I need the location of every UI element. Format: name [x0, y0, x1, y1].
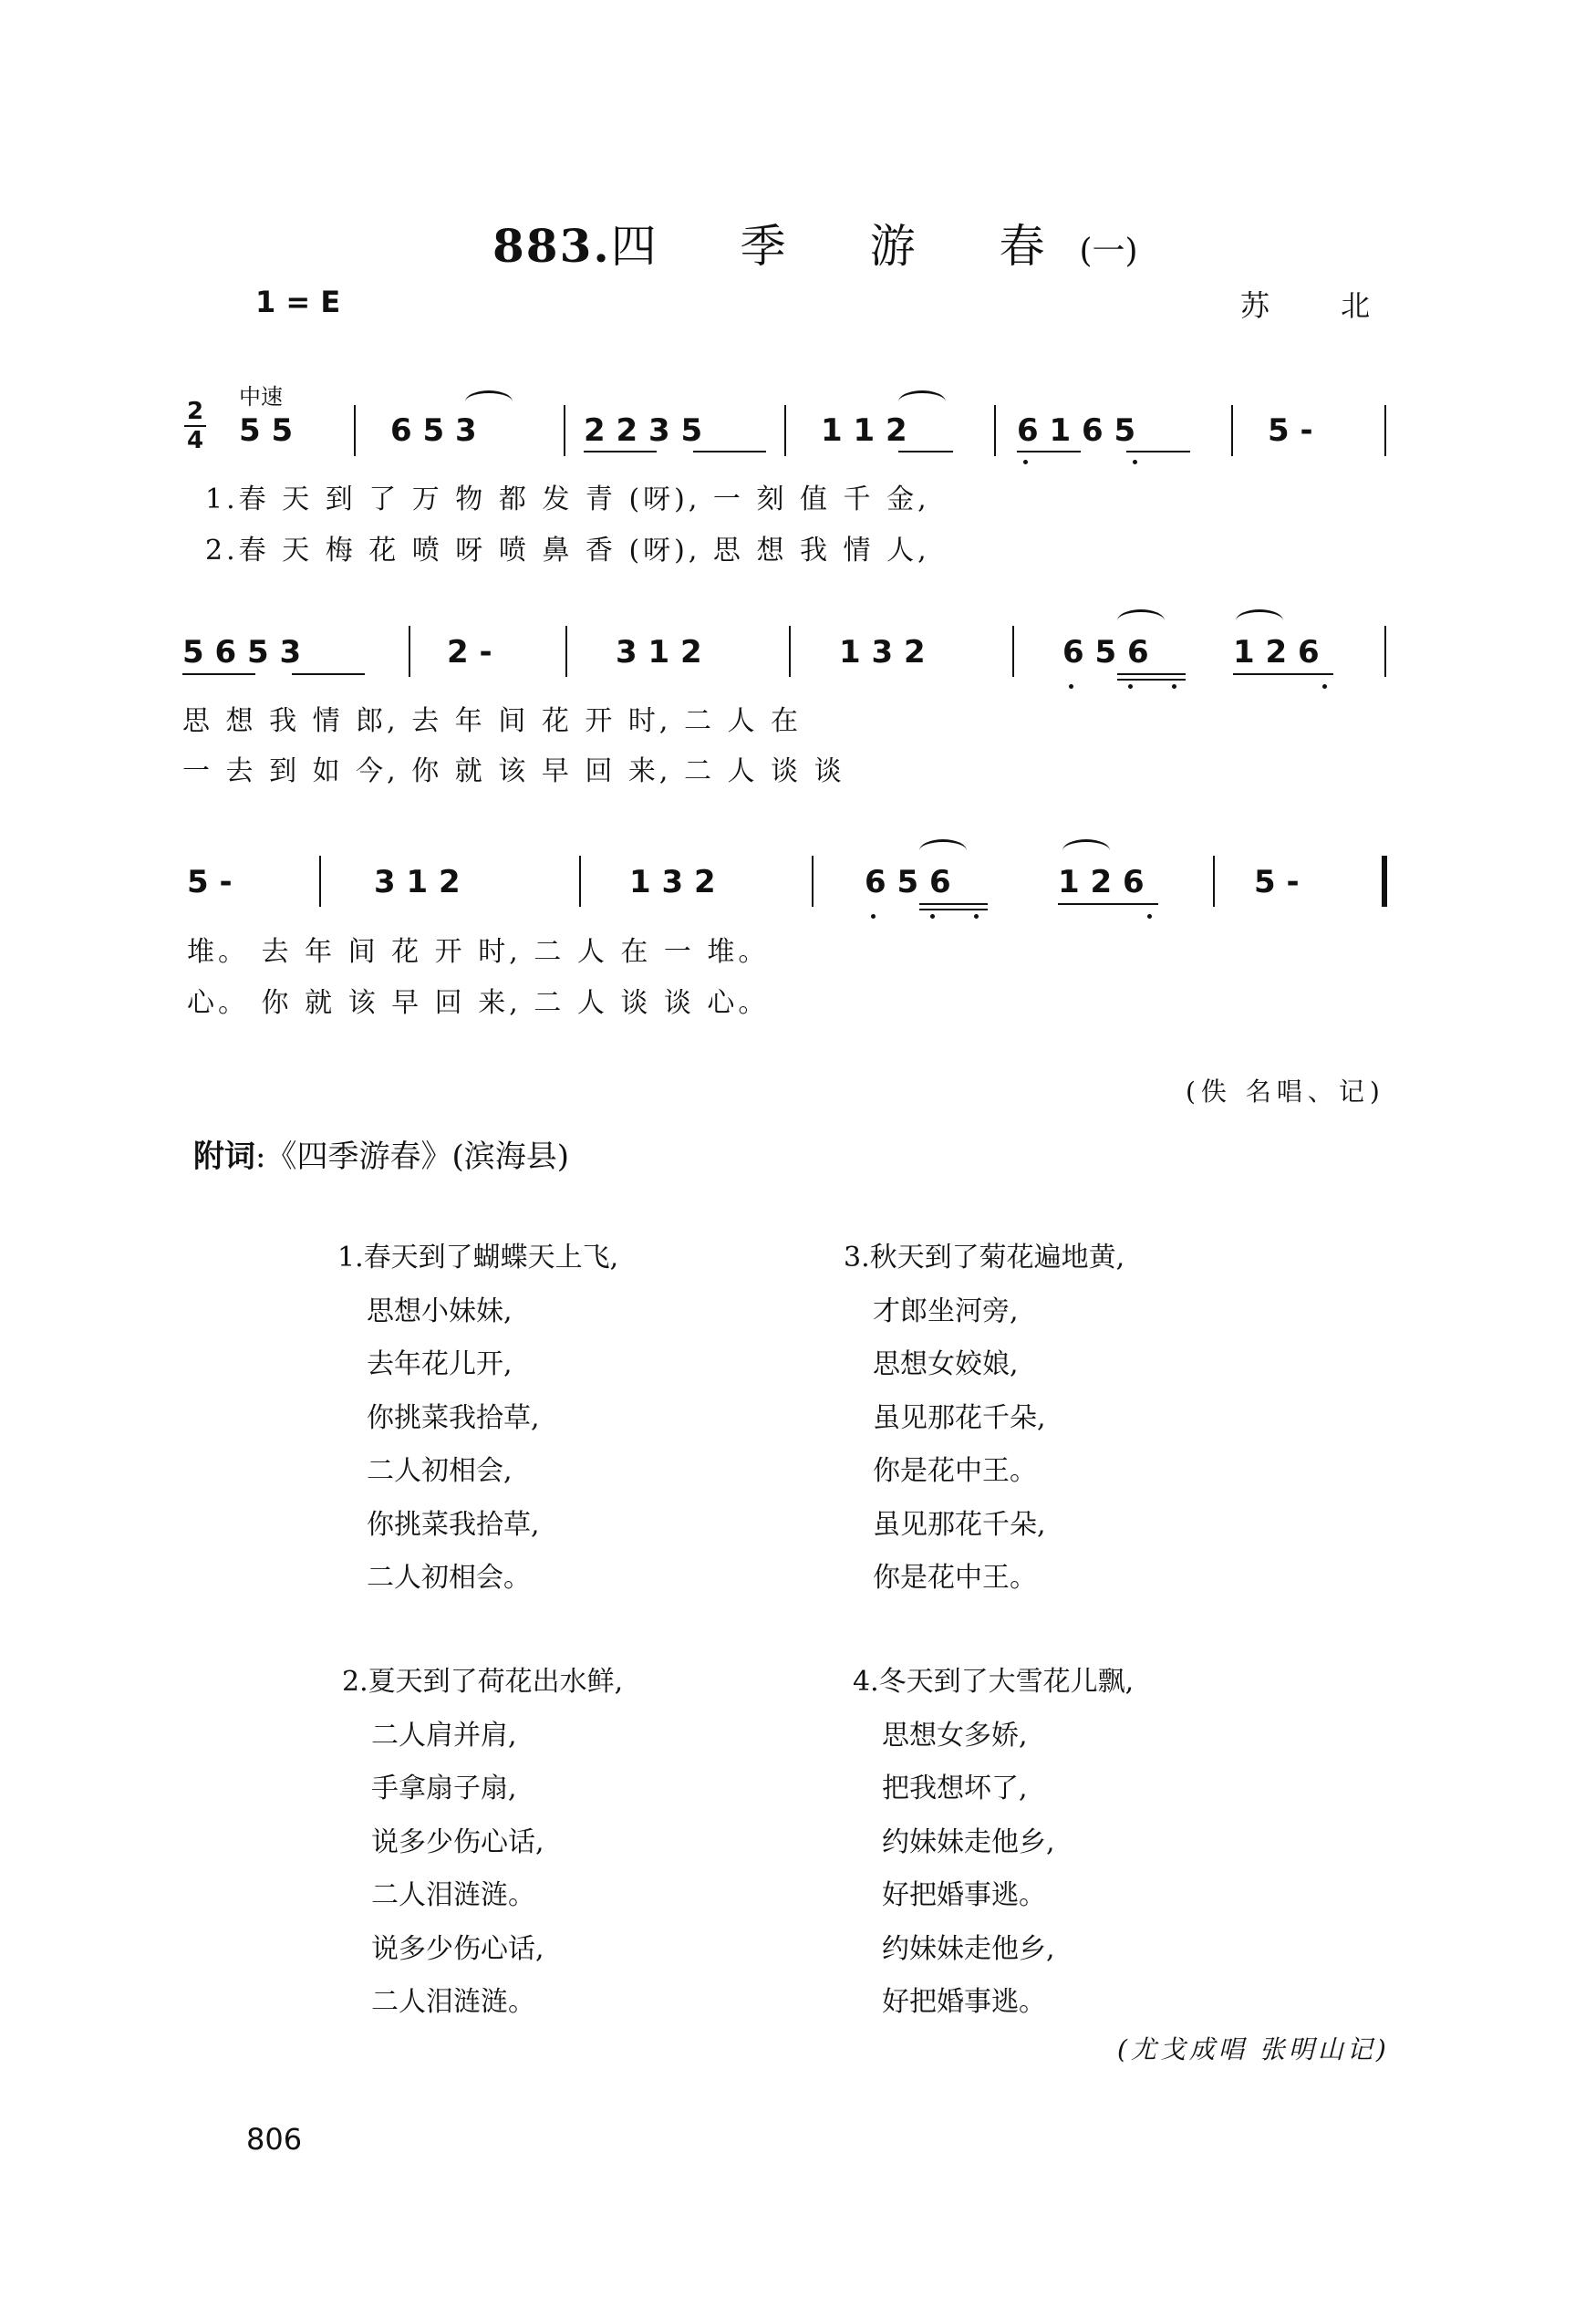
measure-1-4: 1 1 2 — [821, 412, 907, 449]
lyrics-line-1-verse-2: 2.春 天 梅 花 喷 呀 喷 鼻 香 (呀), 思 想 我 情 人, — [205, 535, 930, 567]
measure-2-6: 1 2 6 — [1233, 634, 1320, 671]
measure-3-2: 3 1 2 — [374, 864, 461, 900]
verse-line: 虽见那花千朵, — [873, 1508, 1046, 1541]
verse-3 — [844, 1232, 1124, 1606]
lyrics-line-3-verse-2: 心。 你 就 该 早 回 来, 二 人 谈 谈 心。 — [187, 987, 770, 1019]
measure-1-2: 6 5 3 — [390, 412, 477, 449]
verse-1 — [337, 1232, 618, 1606]
measure-1-6: 5 - — [1268, 412, 1313, 449]
verse-line: 虽见那花千朵, — [873, 1401, 1046, 1434]
verse-line: 说多少伤心话, — [371, 1932, 544, 1965]
appendix-heading — [193, 1131, 569, 1176]
measure-3-6: 5 - — [1254, 864, 1300, 900]
appendix-credit: (尤戈成唱 张明山记) — [1117, 2034, 1390, 2064]
verse-line: 你是花中王。 — [873, 1562, 1037, 1594]
lyrics-line-3-verse-1: 堆。 去 年 间 花 开 时, 二 人 在 一 堆。 — [187, 936, 770, 968]
verse-line: 思想女多娇, — [882, 1719, 1028, 1752]
verse-line: 你是花中王。 — [873, 1455, 1037, 1487]
measure-1-5: 6 1 6 5 — [1017, 412, 1136, 449]
measure-2-2: 2 - — [447, 634, 492, 671]
measure-3-5: 1 2 6 — [1058, 864, 1145, 900]
measure-2-3: 3 1 2 — [616, 634, 702, 671]
verse-line: 好把婚事逃。 — [882, 1879, 1046, 1911]
measure-2-4: 1 3 2 — [839, 634, 926, 671]
verse-line: 二人初相会。 — [367, 1562, 531, 1594]
verse-line: 你挑菜我拾草, — [367, 1401, 540, 1434]
verse-line: 二人泪涟涟。 — [371, 1986, 535, 2018]
verse-line: 手拿扇子扇, — [371, 1773, 517, 1804]
measure-2-1: 5 6 5 3 — [182, 634, 302, 671]
time-signature-top: 2 — [186, 398, 204, 425]
measure-2-5: 6 5 6 — [1062, 634, 1149, 671]
lyrics-line-2-verse-1: 思 想 我 情 郎, 去 年 间 花 开 时, 二 人 在 — [182, 705, 803, 737]
verse-line: 二人泪涟涟。 — [371, 1879, 535, 1911]
verse-line: 约妹妹走他乡, — [882, 1825, 1055, 1858]
song-number: 883. — [492, 219, 611, 273]
verse-line: 约妹妹走他乡, — [882, 1932, 1055, 1965]
verse-line: 二人肩并肩, — [371, 1719, 517, 1752]
verse-line: 你挑菜我拾草, — [367, 1508, 540, 1541]
verse-line: 去年花儿开, — [367, 1348, 513, 1380]
song-title-text: 四 季 游 春 — [610, 220, 1080, 273]
measure-1-1: 5 5 — [239, 412, 294, 449]
verse-line: 1.春天到了蝴蝶天上飞, — [337, 1242, 619, 1274]
lyrics-line-1-verse-1: 1.春 天 到 了 万 物 都 发 青 (呀), 一 刻 值 千 金, — [205, 484, 930, 515]
verse-line: 3.秋天到了菊花遍地黄, — [844, 1242, 1125, 1274]
song-subtitle: (一) — [1079, 233, 1138, 270]
page-number: 806 — [246, 2122, 303, 2157]
song-region: 苏 北 — [1240, 288, 1402, 323]
verse-4 — [853, 1656, 1134, 2030]
verse-2 — [342, 1656, 623, 2030]
measure-1-3: 2 2 3 5 — [584, 412, 703, 449]
lyrics-line-2-verse-2: 一 去 到 如 今, 你 就 该 早 回 来, 二 人 谈 谈 — [182, 755, 845, 787]
verse-line: 思想女姣娘, — [873, 1348, 1019, 1380]
song-credit: (佚 名唱、记) — [1186, 1076, 1385, 1107]
verse-line: 2.夏天到了荷花出水鲜, — [342, 1666, 624, 1698]
key-signature: 1 = E — [255, 285, 341, 319]
verse-line: 二人初相会, — [367, 1455, 513, 1487]
appendix-heading-rest: :《四季游春》(滨海县) — [255, 1139, 569, 1175]
verse-line: 思想小妹妹, — [367, 1295, 513, 1327]
time-signature — [184, 400, 206, 452]
time-signature-bottom: 4 — [186, 427, 204, 454]
appendix-heading-label: 附词 — [193, 1139, 255, 1175]
verse-line: 说多少伤心话, — [371, 1825, 544, 1858]
verse-line: 才郎坐河旁, — [873, 1295, 1019, 1327]
measure-3-3: 1 3 2 — [629, 864, 716, 900]
tempo-marking: 中速 — [239, 384, 283, 410]
verse-line: 4.冬天到了大雪花儿飘, — [853, 1666, 1135, 1698]
measure-3-1: 5 - — [187, 864, 233, 900]
verse-line: 把我想坏了, — [882, 1773, 1028, 1804]
measure-3-4: 6 5 6 — [865, 864, 951, 900]
song-title — [492, 210, 1138, 276]
verse-line: 好把婚事逃。 — [882, 1986, 1046, 2018]
